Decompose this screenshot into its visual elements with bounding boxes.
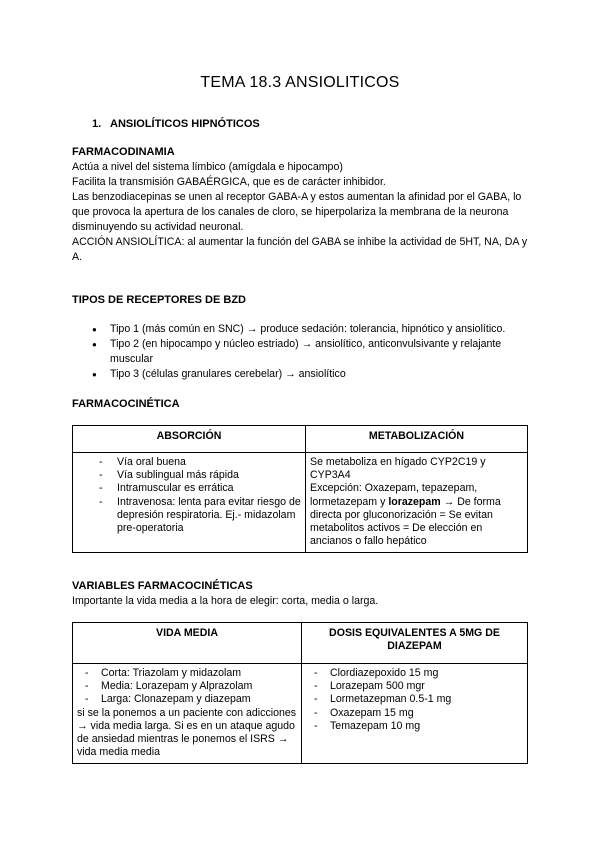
column-header: DOSIS EQUIVALENTES A 5MG DE DIAZEPAM xyxy=(302,623,528,664)
list-item: - Vía sublingual más rápida xyxy=(77,469,301,482)
column-header: VIDA MEDIA xyxy=(73,623,302,664)
list-item: - Lormetazepman 0.5-1 mg xyxy=(306,693,523,706)
dosis-cell xyxy=(302,664,528,764)
list-item: - Vía oral buena xyxy=(77,456,301,469)
paragraph-line: Actúa a nivel del sistema límbico (amígdala e hipocampo) xyxy=(72,161,343,173)
metab-exception xyxy=(310,482,523,548)
metab-bold: lorazepam xyxy=(388,495,441,508)
variables-table xyxy=(72,622,528,764)
page-title: TEMA 18.3 ANSIOLITICOS xyxy=(200,74,400,91)
metab-text: → De forma directa por gluconorización = Se evitan metabolitos activos = De elección en ancianos o fallo hepático xyxy=(310,495,501,548)
list-item: - Media: Lorazepam y Alprazolam xyxy=(77,680,297,693)
table-header-row xyxy=(73,426,528,453)
list-item: - Temazepam 10 mg xyxy=(306,720,523,733)
paragraph-line: Facilita la transmisión GABAÉRGICA, que es de carácter inhibidor. xyxy=(72,176,386,188)
receptores-list xyxy=(92,322,542,382)
dosis-list xyxy=(306,667,523,733)
vida-media-cell xyxy=(73,664,302,764)
column-header: ABSORCIÓN xyxy=(73,426,306,453)
farmacocinetica-heading: FARMACOCINÉTICA xyxy=(72,398,180,410)
section-number: 1. xyxy=(92,118,102,130)
list-item: - Clordiazepoxido 15 mg xyxy=(306,667,523,680)
receptores-heading: TIPOS DE RECEPTORES DE BZD xyxy=(72,294,246,306)
variables-heading: VARIABLES FARMACOCINÉTICAS xyxy=(72,580,253,592)
table-row xyxy=(73,453,528,553)
absorcion-cell xyxy=(73,453,306,553)
farmacocinetica-table xyxy=(72,425,528,553)
list-item: - Corta: Triazolam y midazolam xyxy=(77,667,297,680)
section-label: ANSIOLÍTICOS HIPNÓTICOS xyxy=(110,118,260,130)
table-header-row xyxy=(73,623,528,664)
farmacodinamia-text xyxy=(72,160,534,265)
list-item: - Lorazepam 500 mgr xyxy=(306,680,523,693)
metabolizacion-cell xyxy=(306,453,528,553)
list-item: - Oxazepam 15 mg xyxy=(306,707,523,720)
list-item: - Intramuscular es errática xyxy=(77,482,301,495)
list-item: ● Tipo 1 (más común en SNC) → produce sedación: tolerancia, hipnótico y ansiolítico. xyxy=(92,322,542,337)
variables-intro: Importante la vida media a la hora de elegir: corta, media o larga. xyxy=(72,595,379,607)
paragraph-line: Las benzodiacepinas se unen al receptor GABA-A y estos aumentan la afinidad por el GABA, lo que provoca la apertura de los canales de cloro, se hiperpolariza la membrana de la neurona disminuyendo su actividad neuronal. xyxy=(72,191,522,233)
list-item: - Larga: Clonazepam y diazepam xyxy=(77,693,297,706)
vida-media-list xyxy=(77,667,297,707)
section-heading-1 xyxy=(92,118,260,130)
metab-text: Excepción: Oxazepam, tepazepam, lormetazepam y xyxy=(310,482,478,508)
list-item: ● Tipo 3 (células granulares cerebelar) → ansiolítico xyxy=(92,367,542,382)
table-row xyxy=(73,664,528,764)
paragraph-line: ACCIÓN ANSIOLÍTICA: al aumentar la función del GABA se inhibe la actividad de 5HT, NA, DA y A. xyxy=(72,236,528,263)
list-item: - Intravenosa: lenta para evitar riesgo de depresión respiratoria. Ej.- midazolam pre-operatoria xyxy=(77,496,301,536)
column-header: METABOLIZACIÓN xyxy=(306,426,528,453)
list-item: ● Tipo 2 (en hipocampo y núcleo estriado) → ansiolítico, anticonvulsivante y relajante muscular xyxy=(92,337,542,367)
absorcion-list xyxy=(77,456,301,535)
vida-media-note: si se la ponemos a un paciente con adicciones → vida media larga. Si es en un ataque agudo de ansiedad mientras le ponemos el ISRS → vida media media xyxy=(77,706,297,759)
metab-line: Se metaboliza en hígado CYP2C19 y CYP3A4 xyxy=(310,456,486,482)
farmacodinamia-heading: FARMACODINAMIA xyxy=(72,146,175,158)
